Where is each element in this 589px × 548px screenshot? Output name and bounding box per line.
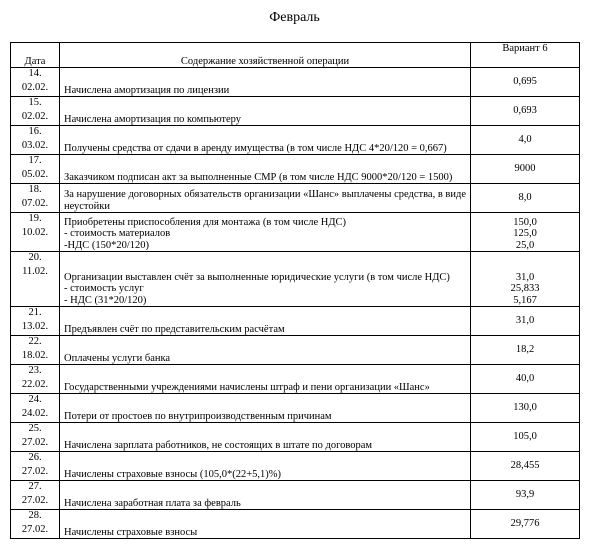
table-row <box>11 394 580 423</box>
description-line: Начислена заработная плата за февраль <box>64 497 241 509</box>
description-line: Начислены страховые взносы <box>64 526 198 538</box>
row-date <box>11 126 60 155</box>
row-date <box>11 213 60 252</box>
row-description <box>60 394 471 423</box>
header-date: Дата <box>11 43 60 68</box>
description-line: Начислены страховые взносы (105,0*(22+5,1)%) <box>64 468 281 480</box>
row-date-value: 22.02. <box>21 378 49 390</box>
row-amount <box>471 155 580 184</box>
row-description <box>60 184 471 213</box>
table-row <box>11 155 580 184</box>
table-row <box>11 213 580 252</box>
row-date-value: 13.02. <box>21 320 49 332</box>
description-line: Начислена амортизация по компьютеру <box>64 113 242 125</box>
row-amount <box>471 510 580 539</box>
description-line: - НДС (31*20/120) <box>64 294 147 306</box>
row-description <box>60 213 471 252</box>
row-date <box>11 97 60 126</box>
row-description <box>60 365 471 394</box>
amount-value: 8,0 <box>518 192 532 204</box>
table-row <box>11 184 580 213</box>
row-description <box>60 423 471 452</box>
table-row <box>11 452 580 481</box>
row-date-value: 27.02. <box>21 465 49 477</box>
description-line: Получены средства от сдачи в аренду имущества (в том числе НДС 4*20/120 = 0,667) <box>64 142 447 154</box>
row-description <box>60 481 471 510</box>
row-date-value: 27.02. <box>21 436 49 448</box>
row-description <box>60 336 471 365</box>
row-amount <box>471 126 580 155</box>
row-amount <box>471 481 580 510</box>
row-number: 22. <box>28 336 42 347</box>
row-number: 21. <box>28 307 42 318</box>
amount-value: 5,167 <box>513 294 537 306</box>
row-number: 23. <box>28 365 42 376</box>
amount-value: 105,0 <box>513 431 537 443</box>
row-number: 24. <box>28 394 42 405</box>
amount-value: 29,776 <box>510 518 540 530</box>
row-date <box>11 68 60 97</box>
description-line: -НДС (150*20/120) <box>64 239 150 251</box>
row-amount <box>471 452 580 481</box>
row-description <box>60 510 471 539</box>
amount-value: 4,0 <box>518 134 532 146</box>
row-date <box>11 481 60 510</box>
table-row <box>11 481 580 510</box>
row-amount <box>471 68 580 97</box>
row-date <box>11 510 60 539</box>
amount-value: 28,455 <box>510 460 540 472</box>
row-number: 27. <box>28 481 42 492</box>
row-date-value: 02.02. <box>21 110 49 122</box>
row-date <box>11 394 60 423</box>
table-row <box>11 365 580 394</box>
description-line: Заказчиком подписан акт за выполненные СМР (в том числе НДС 9000*20/120 = 1500) <box>64 171 453 183</box>
row-description <box>60 126 471 155</box>
table-row <box>11 97 580 126</box>
header-row <box>11 43 580 68</box>
operations-table <box>10 42 580 539</box>
row-amount <box>471 97 580 126</box>
row-date-value: 24.02. <box>21 407 49 419</box>
row-date-value: 03.02. <box>21 139 49 151</box>
amount-value: 31,0 <box>515 271 535 283</box>
row-number: 20. <box>28 252 42 263</box>
description-line: Потери от простоев по внутрипроизводственным причинам <box>64 410 332 422</box>
row-date <box>11 423 60 452</box>
row-date <box>11 452 60 481</box>
row-description <box>60 452 471 481</box>
description-line: Оплачены услуги банка <box>64 352 171 364</box>
amount-value: 25,833 <box>510 283 540 294</box>
description-line: Приобретены приспособления для монтажа (в том числе НДС) <box>64 216 347 228</box>
row-date-value: 18.02. <box>21 349 49 361</box>
row-date <box>11 155 60 184</box>
row-description <box>60 97 471 126</box>
row-description <box>60 68 471 97</box>
row-number: 17. <box>28 155 42 166</box>
row-amount <box>471 394 580 423</box>
row-amount <box>471 365 580 394</box>
row-date-value: 07.02. <box>21 197 49 209</box>
row-date-value: 05.02. <box>21 168 49 180</box>
table-row <box>11 68 580 97</box>
description-line: - стоимость материалов <box>64 228 171 239</box>
description-line: Государственными учреждениями начислены штраф и пени организации «Шанс» <box>64 381 430 393</box>
row-number: 19. <box>28 213 42 224</box>
description-line: - стоимость услуг <box>64 283 144 294</box>
row-date <box>11 365 60 394</box>
row-amount <box>471 252 580 307</box>
row-amount <box>471 336 580 365</box>
row-number: 14. <box>28 68 42 79</box>
amount-value: 125,0 <box>513 228 537 239</box>
description-line: Предъявлен счёт по представительским расчётам <box>64 323 285 335</box>
row-date-value: 10.02. <box>21 226 49 238</box>
description-line: Начислена амортизация по лицензии <box>64 84 230 96</box>
amount-value: 0,693 <box>513 105 537 117</box>
amount-value: 0,695 <box>513 76 537 88</box>
description-line: За нарушение договорных обязательств организации «Шанс» выплачены средства, в виде неустойки <box>64 189 467 212</box>
table-row <box>11 336 580 365</box>
row-date-value: 27.02. <box>21 494 49 506</box>
table-row <box>11 126 580 155</box>
row-description <box>60 252 471 307</box>
amount-value: 130,0 <box>513 402 537 414</box>
header-variant: Вариант 6 <box>471 43 580 68</box>
row-amount <box>471 423 580 452</box>
table-row <box>11 307 580 336</box>
row-date <box>11 184 60 213</box>
header-description: Содержание хозяйственной операции <box>60 43 471 68</box>
row-date <box>11 307 60 336</box>
description-line: Организации выставлен счёт за выполненные юридические услуги (в том числе НДС) <box>64 271 450 283</box>
amount-value: 93,9 <box>515 489 535 501</box>
row-description <box>60 307 471 336</box>
row-date <box>11 336 60 365</box>
operations-body <box>11 68 580 539</box>
description-line: Начислена зарплата работников, не состоящих в штате по договорам <box>64 439 373 451</box>
amount-value: 18,2 <box>515 344 535 356</box>
amount-value: 31,0 <box>515 315 535 327</box>
page-title: Февраль <box>269 10 320 25</box>
row-number: 15. <box>28 97 42 108</box>
amount-value: 40,0 <box>515 373 535 385</box>
row-amount <box>471 307 580 336</box>
amount-value: 9000 <box>514 163 536 175</box>
row-number: 16. <box>28 126 42 137</box>
row-number: 28. <box>28 510 42 521</box>
row-number: 18. <box>28 184 42 195</box>
row-date <box>11 252 60 307</box>
row-date-value: 27.02. <box>21 523 49 535</box>
amount-value: 150,0 <box>513 216 537 228</box>
row-amount <box>471 213 580 252</box>
row-number: 25. <box>28 423 42 434</box>
table-row <box>11 252 580 307</box>
row-date-value: 02.02. <box>21 81 49 93</box>
row-number: 26. <box>28 452 42 463</box>
row-amount <box>471 184 580 213</box>
row-description <box>60 155 471 184</box>
table-row <box>11 510 580 539</box>
row-date-value: 11.02. <box>22 265 48 277</box>
amount-value: 25,0 <box>515 239 535 251</box>
table-row <box>11 423 580 452</box>
